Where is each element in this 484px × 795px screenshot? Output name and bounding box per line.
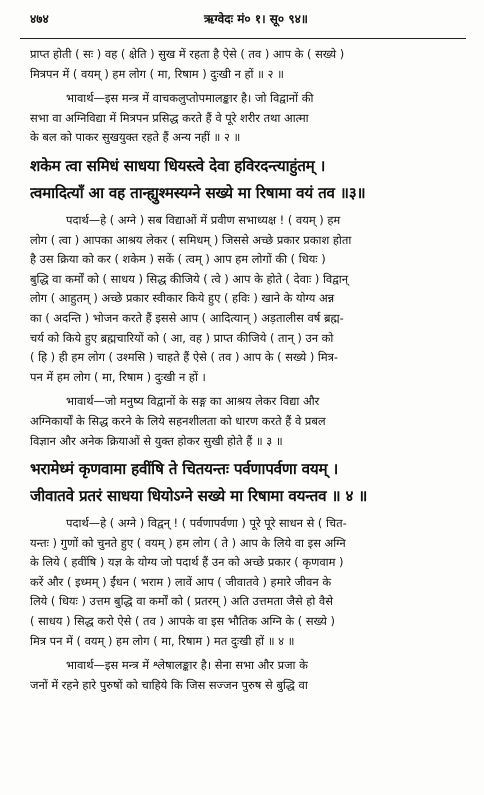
header-rule <box>20 38 466 39</box>
padartha-3 <box>30 211 462 387</box>
intro-paragraph <box>30 45 462 84</box>
text-line: के लिये ( हवींषि ) यज्ञ के योग्य जो पदार्थ हैं उन को अच्छे प्रकार ( कृणवाम ) <box>30 555 344 570</box>
text-line: विज्ञान और अनेक क्रियाओं से युक्त होकर सुखी होते हैं ॥ ३ ॥ <box>30 433 283 448</box>
text-line: भावार्थ—इस मन्त्र में श्लेषालङ्कार है। सेना सभा और प्रजा के <box>66 658 308 673</box>
mantra-line: त्वमादित्याँ आ वह तान्ह्युश्मस्यग्ने सख्ये मा रिषामा वयं तव ॥३॥ <box>30 183 366 202</box>
text-line: सभा वा अग्निविद्या में मित्रपन प्रसिद्ध करते हैं वे पूरे शरीर तथा आत्मा <box>30 110 309 125</box>
page-number: ४७४ <box>30 12 49 26</box>
text-line: भावार्थ—जो मनुष्य विद्वानों के सङ्ग का आश्रय लेकर विद्या और <box>66 394 320 409</box>
text-line: अग्निकार्यों के सिद्ध करने के लिये सहनशीलता को धारण करते हैं वे प्रबल <box>30 413 326 428</box>
bhavartha-3 <box>30 392 462 451</box>
text-line: लिये ( धियः ) उत्तम बुद्धि वा कर्मों को ( प्रतरम् ) अति उत्तमता जैसे हो वैसे <box>30 594 333 609</box>
text-line: ( साधय ) सिद्ध करो ऐसे ( तव ) आपके वा इस भौतिक अग्नि के ( सख्ये ) <box>30 614 335 629</box>
mantra-3 <box>30 153 462 207</box>
text-line: चर्य को किये हुए ब्रह्मचारियों को ( आ, वह ) प्राप्त कीजिये ( तान् ) उन को <box>30 330 334 345</box>
text-line: मित्र पन में ( वयम् ) हम लोग ( मा, रिषाम ) मत दुःखी हों ॥ ४ ॥ <box>30 633 295 648</box>
mantra-line: शकेम त्वा समिधं साधया धियस्त्वे देवा हविरदन्त्याहुंतम् । <box>30 156 326 175</box>
page-header <box>30 10 462 36</box>
text-line: लोग ( आहुतम् ) अच्छे प्रकार स्वीकार किये हुए ( हविः ) खाने के योग्य अन्न <box>30 291 335 306</box>
text-line: प्राप्त होती ( सः ) वह ( क्षेति ) सुख में रहता है ऐसे ( तव ) आप के ( सख्ये ) <box>30 47 345 61</box>
text-line: जनों में रहने हारे पुरुषों को चाहिये कि जिस सज्जन पुरुष से बुद्धि वा <box>30 677 308 692</box>
text-line: पदार्थ—हे ( अग्ने ) सब विद्याओं में प्रवीण सभाध्यक्ष ! ( वयम् ) हम <box>66 212 341 227</box>
text-line: पन में हम लोग ( मा, रिषाम ) दुःखी न हों । <box>30 369 206 384</box>
text-line: करें और ( इध्मम् ) ईंधन ( भराम ) लावें आप ( जीवातवे ) हमारे जीवन के <box>30 574 332 589</box>
mantra-line: भरामेध्मं कृणवामा हवींषि ते चितयन्तः पर्वणापर्वणा वयम् । <box>30 460 339 479</box>
bhavartha-4 <box>30 656 462 695</box>
running-title: ऋग्वेदः मं० १। सू० ९४॥ <box>203 12 308 26</box>
text-line: यन्तः ) गुणों को चुनते हुए ( वयम् ) हम लोग ( ते ) आप के लिये वा इस अग्नि <box>30 535 346 550</box>
text-line: का ( अदन्ति ) भोजन करते हैं इससे आप ( आदित्यान् ) अड़तालीस वर्ष ब्रह्म- <box>30 310 344 325</box>
text-line: के बल को पाकर सुखयुक्त रहते हैं अन्य नहीं ॥ २ ॥ <box>30 130 241 145</box>
text-line: भावार्थ—इस मन्त्र में वाचकलुप्तोपमालङ्कार है। जो विद्वानों की <box>66 91 314 106</box>
text-line: लोग ( त्वा ) आपका आश्रय लेकर ( समिधम् ) जिससे अच्छे प्रकार प्रकाश होता <box>30 232 352 247</box>
padartha-4 <box>30 514 462 651</box>
mantra-line: जीवातवे प्रतरं साधया धियोऽग्ने सख्ये मा रिषामा वयन्तव ॥ ४ ॥ <box>30 487 368 506</box>
text-line: ( हि ) ही हम लोग ( उश्मसि ) चाहते हैं ऐसे ( तव ) आप के ( सख्ये ) मित्र- <box>30 350 339 365</box>
text-line: पदार्थ—हे ( अग्ने ) विद्वन् ! ( पर्वणापर्वणा ) पूरे पूरे साधन से ( चित- <box>66 516 347 531</box>
text-line: मित्रपन में ( वयम् ) हम लोग ( मा, रिषाम ) दुःखी न हों ॥ २ ॥ <box>30 66 284 81</box>
mantra-4 <box>30 456 462 510</box>
text-line: बुद्धि वा कर्मों को ( साधय ) सिद्ध कीजिये ( त्वे ) आप के होते ( देवाः ) विद्वान् <box>30 271 349 286</box>
text-line: है उस क्रिया को कर ( शकेम ) सकें ( त्वम् ) आप हम लोगों की ( धियः ) <box>30 252 326 267</box>
bhavartha-2 <box>30 89 462 148</box>
